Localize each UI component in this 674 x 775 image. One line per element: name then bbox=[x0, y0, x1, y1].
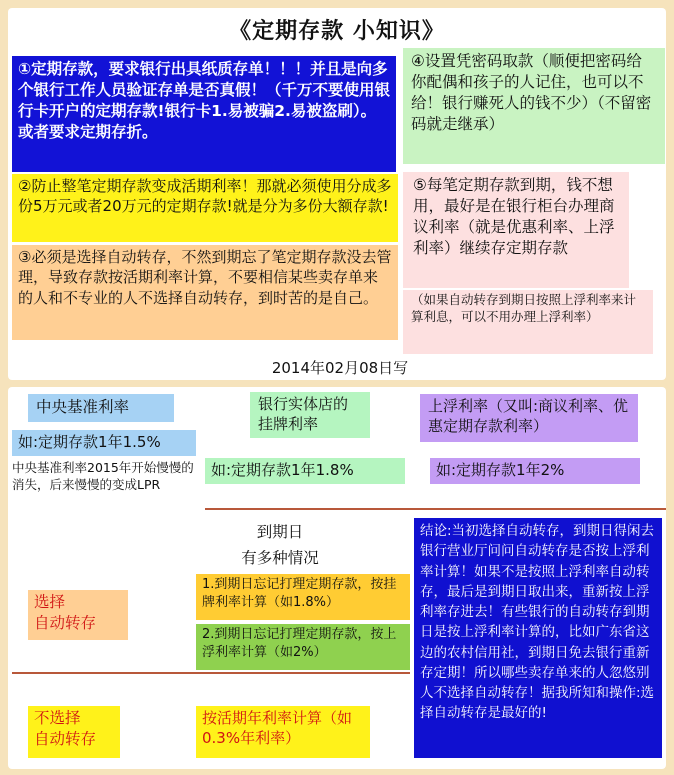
auto-renew-label: 选择 自动转存 bbox=[28, 590, 128, 640]
divider-line-1 bbox=[205, 508, 666, 510]
maturity-heading-1: 到期日 bbox=[256, 523, 304, 541]
tip-4: ④设置凭密码取款（顺便把密码给你配偶和孩子的人记住，也可以不给！银行赚死人的钱不少）（不留密码就走继承） bbox=[403, 48, 665, 164]
maturity-case-1: 1.到期日忘记打理定期存款，按挂牌利率计算（如1.8%） bbox=[196, 574, 410, 620]
divider-line-2 bbox=[12, 672, 410, 674]
tip-3-text: ③必须是选择自动转存，不然到期忘了笔定期存款没去管理，导致存款按活期利率计算，不要相信某些卖存单来的人和不专业的人不选择自动转存，到时苦的是自己。 bbox=[18, 248, 392, 307]
tip-1: ①定期存款，要求银行出具纸质存单！！！并且是向多个银行工作人员验证存单是否真假！（千万不要使用银行卡开户的定期存款!银行卡1.易被骗2.易被盗刷）。或者要求定期存折。 bbox=[12, 56, 396, 172]
tip-2: ②防止整笔定期存款变成活期利率！那就必须使用分成多份5万元或者20万元的定期存款!就是分为多份大额存款! bbox=[12, 174, 398, 242]
maturity-case-2: 2.到期日忘记打理定期存款，按上浮利率计算（如2%） bbox=[196, 624, 410, 670]
conclusion-box: 结论:当初选择自动转存，到期日得闲去银行营业厅问问自动转存是否按上浮利率计算！如果不是按照上浮利率自动转存，最后是到期日取出来，重新按上浮利率存进去！有些银行的自动转存到期日是按上浮利率计算的，比如广东省这边的农村信用社，到期日免去银行重新存定期！所以哪些卖存单来的人忽悠别人不选择自动转存！据我所知和操作:选择自动转存是最好的! bbox=[414, 518, 662, 758]
no-auto-renew-label: 不选择 自动转存 bbox=[28, 706, 120, 758]
maturity-heading-2: 有多种情况 bbox=[241, 549, 319, 567]
float-rate-label: 上浮利率（又叫:商议利率、优惠定期存款利率） bbox=[420, 394, 638, 442]
bank-rate-example: 如:定期存款1年1.8% bbox=[205, 458, 405, 484]
page-title: 《定期存款 小知识》 bbox=[229, 19, 445, 44]
tip-5: ⑤每笔定期存款到期，钱不想用，最好是在银行柜台办理商议利率（就是优惠利率、上浮利率）继续存定期存款 bbox=[403, 172, 629, 288]
date-text: 2014年02月08日写 bbox=[271, 359, 409, 377]
central-rate-example: 如:定期存款1年1.5% bbox=[12, 430, 196, 456]
demand-rate-label: 按活期年利率计算（如0.3%年利率） bbox=[196, 706, 370, 758]
tip-3 bbox=[12, 245, 398, 340]
float-rate-example: 如:定期存款1年2% bbox=[430, 458, 640, 484]
central-rate-note: 中央基准利率2015年开始慢慢的消失，后来慢慢的变成LPR bbox=[12, 460, 194, 492]
tip-5-note: （如果自动转存到期日按照上浮利率来计算利息，可以不用办理上浮利率） bbox=[403, 290, 653, 354]
bank-rate-label: 银行实体店的挂牌利率 bbox=[250, 392, 370, 438]
central-rate-label: 中央基准利率 bbox=[28, 394, 174, 422]
